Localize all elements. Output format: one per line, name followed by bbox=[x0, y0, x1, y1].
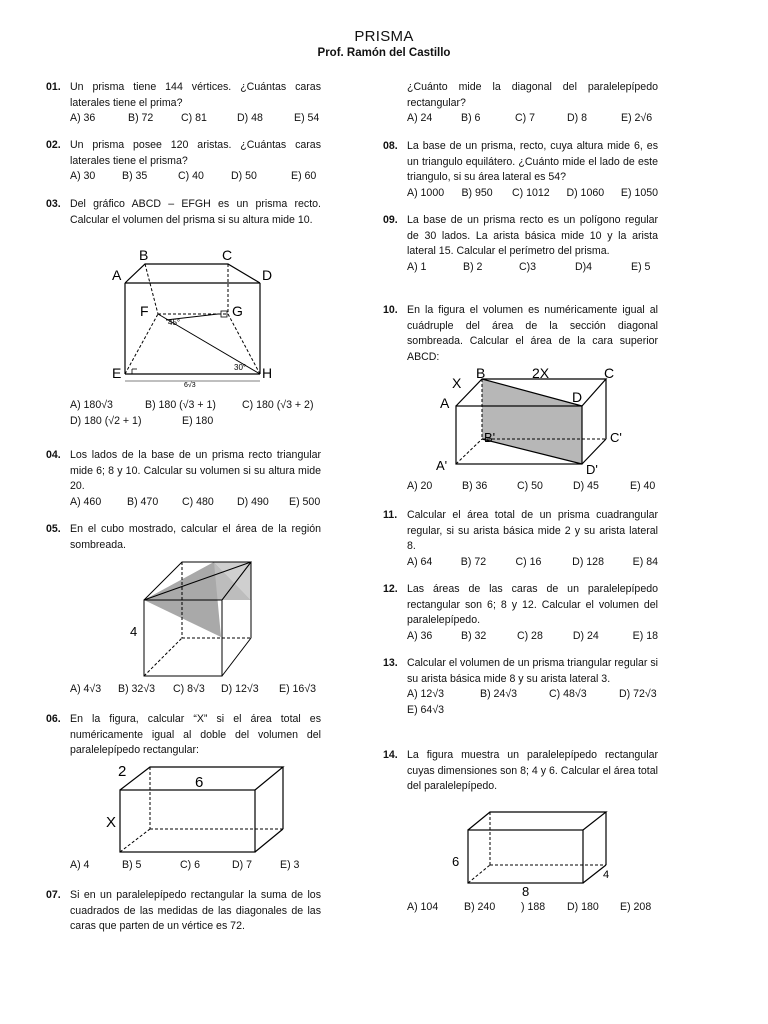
question-10 bbox=[383, 303, 658, 365]
option-c: C) 1012 bbox=[511, 186, 550, 199]
option-c: C) 28 bbox=[516, 629, 543, 642]
label-6: 6 bbox=[195, 774, 204, 791]
question-number: 01. bbox=[46, 81, 61, 93]
base-length: 6√3 bbox=[184, 382, 196, 389]
question-number: 05. bbox=[46, 523, 61, 535]
angle-30: 30° bbox=[234, 363, 247, 372]
question-08 bbox=[383, 139, 658, 201]
label-e: E bbox=[112, 365, 122, 381]
label-x: X bbox=[106, 814, 117, 831]
options bbox=[407, 186, 658, 202]
option-a: A) 36 bbox=[407, 629, 433, 642]
option-b: B) 72 bbox=[128, 112, 154, 124]
option-c: C) 480 bbox=[182, 495, 214, 508]
question-number: 07. bbox=[46, 889, 61, 901]
question-03 bbox=[46, 197, 321, 228]
label-a: A bbox=[440, 395, 450, 411]
option-d: D) 180 bbox=[567, 901, 599, 913]
label-a: A bbox=[112, 267, 122, 283]
option-e: E) 180 bbox=[182, 414, 214, 427]
option-c: C) 40 bbox=[178, 170, 204, 182]
option-d: D) 180 (√2 + 1) bbox=[70, 414, 142, 427]
width-label: 8 bbox=[522, 884, 530, 899]
question-number: 13. bbox=[383, 657, 398, 669]
question-text: Las áreas de las caras de un paralelepípedo rectangular son 6; 8 y 12. Calcular el volumen del paralelepípedo. bbox=[407, 583, 658, 626]
option-b: B) 470 bbox=[127, 495, 159, 508]
question-14-options bbox=[383, 900, 658, 916]
author: Prof. Ramón del Castillo bbox=[317, 47, 451, 59]
label-a-prime: A' bbox=[436, 458, 448, 473]
option-a: A) 180√3 bbox=[70, 399, 113, 411]
option-b: B) 180 (√3 + 1) bbox=[145, 399, 216, 411]
question-01 bbox=[46, 80, 321, 127]
option-b: B) 32√3 bbox=[118, 683, 156, 695]
option-d: D) 72√3 bbox=[619, 688, 657, 700]
options bbox=[70, 169, 321, 185]
option-c: C) 16 bbox=[515, 555, 542, 568]
option-a: A) 4 bbox=[70, 859, 90, 871]
option-a: A) 36 bbox=[70, 112, 96, 124]
question-number: 11. bbox=[383, 509, 398, 521]
option-b: B) 24√3 bbox=[480, 688, 518, 700]
option-a: A) 64 bbox=[407, 555, 433, 568]
question-12 bbox=[383, 582, 658, 644]
option-c: ) 188 bbox=[521, 901, 546, 913]
label-f: F bbox=[140, 303, 149, 319]
option-e: E) 40 bbox=[630, 480, 656, 492]
question-text: Un prisma tiene 144 vértices. ¿Cuántas caras laterales tiene el prima? bbox=[70, 81, 321, 109]
options bbox=[407, 555, 658, 571]
options bbox=[70, 111, 321, 127]
question-text: Un prisma posee 120 aristas. ¿Cuántas caras laterales tiene el prisma? bbox=[70, 139, 321, 167]
option-c: C) 6 bbox=[180, 859, 201, 871]
question-number: 10. bbox=[383, 304, 398, 316]
figure-parallelepiped-8-4-6 bbox=[448, 810, 628, 900]
option-a: A) 104 bbox=[407, 901, 439, 913]
option-d: D) 48 bbox=[237, 112, 263, 124]
options bbox=[407, 687, 658, 703]
option-e: E) 1050 bbox=[620, 186, 659, 199]
option-a: A) 460 bbox=[70, 495, 102, 508]
option-d: D) 1060 bbox=[566, 186, 605, 199]
label-2x: 2X bbox=[532, 365, 550, 381]
question-text: ¿Cuánto mide la diagonal del paralelepípedo rectangular? bbox=[407, 81, 658, 109]
label-c-prime: C' bbox=[610, 430, 622, 445]
option-c: C) 7 bbox=[515, 112, 536, 124]
question-text: En la figura, calcular “X” si el área total es numéricamente igual al doble del volumen del paralelepípedo rectangular: bbox=[70, 713, 321, 756]
question-text: Si en un paralelepípedo rectangular la suma de los cuadrados de las medidas de las diagonales de las caras que parten de un vértice es 72. bbox=[70, 889, 321, 932]
option-c: C)3 bbox=[519, 260, 537, 273]
option-b: B) 5 bbox=[122, 859, 142, 871]
question-05 bbox=[46, 522, 321, 553]
option-e: E) 208 bbox=[620, 901, 652, 913]
question-text: Calcular el volumen de un prisma triangular regular si su arista básica mide 8 y su arista lateral 3. bbox=[407, 657, 658, 685]
question-number: 06. bbox=[46, 713, 61, 725]
option-b: B) 2 bbox=[463, 260, 483, 273]
label-d: D bbox=[572, 389, 583, 405]
option-d: D) 45 bbox=[573, 480, 599, 492]
figure-parallelepiped-x bbox=[100, 762, 290, 857]
option-c: C) 48√3 bbox=[549, 688, 587, 700]
option-a: A) 24 bbox=[407, 112, 433, 124]
label-g: G bbox=[232, 303, 243, 319]
label-c: C bbox=[222, 247, 233, 263]
label-h: H bbox=[262, 365, 273, 381]
label-x: X bbox=[452, 375, 462, 391]
option-e: E) 3 bbox=[280, 859, 300, 871]
question-05-options bbox=[46, 682, 326, 698]
question-06-options bbox=[46, 858, 321, 874]
question-04 bbox=[46, 448, 321, 510]
option-e: E) 54 bbox=[294, 112, 320, 124]
page-title: PRISMA bbox=[354, 28, 414, 45]
figure-prism-abcd-efgh bbox=[108, 244, 288, 389]
option-d: D) 24 bbox=[572, 629, 599, 642]
option-d: D) 8 bbox=[567, 112, 588, 124]
question-number: 04. bbox=[46, 449, 61, 461]
option-e: E) 64√3 bbox=[407, 703, 445, 716]
option-e: E) 5 bbox=[631, 260, 651, 273]
options bbox=[407, 629, 658, 645]
question-13 bbox=[383, 656, 658, 718]
question-07 bbox=[46, 888, 321, 935]
question-number: 09. bbox=[383, 214, 398, 226]
option-e: E) 16√3 bbox=[279, 683, 317, 695]
question-09 bbox=[383, 213, 658, 275]
question-11 bbox=[383, 508, 658, 570]
option-e: E) 18 bbox=[632, 629, 658, 642]
question-text: La figura muestra un paralelepípedo rectangular cuyas dimensiones son 8; 4 y 6. Calcular el área total del paralelepípedo. bbox=[407, 749, 658, 792]
question-number: 02. bbox=[46, 139, 61, 151]
option-a: A) 30 bbox=[70, 170, 96, 182]
depth-label: 4 bbox=[603, 869, 610, 881]
option-e: E) 60 bbox=[291, 170, 317, 182]
question-03-options bbox=[46, 398, 321, 429]
option-e: E) 500 bbox=[289, 495, 321, 508]
question-07-continued bbox=[383, 80, 658, 127]
option-c: C) 81 bbox=[181, 112, 207, 124]
question-text: Del gráfico ABCD – EFGH es un prisma recto. Calcular el volumen del prisma si su altura mide 10. bbox=[70, 198, 321, 226]
option-b: B) 950 bbox=[461, 186, 493, 199]
question-text: La base de un prisma recto es un polígono regular de 30 lados. La arista básica mide 10 y la arista lateral 15. Calcular el perímetro del prisma. bbox=[407, 214, 658, 257]
figure-cube bbox=[126, 562, 276, 682]
option-c: C) 180 (√3 + 2) bbox=[242, 399, 314, 411]
option-a: A) 20 bbox=[407, 480, 433, 492]
question-text: Los lados de la base de un prisma recto triangular mide 6; 8 y 10. Calcular su volumen si su altura mide 20. bbox=[70, 449, 321, 492]
question-14 bbox=[383, 748, 658, 795]
question-number: 08. bbox=[383, 140, 398, 152]
question-number: 03. bbox=[46, 198, 61, 210]
question-text: La base de un prisma, recto, cuya altura mide 6, es un triangulo equilátero. ¿Cuánto mide el lado de este triangulo, si su área lateral es 54? bbox=[407, 140, 658, 183]
option-b: B) 72 bbox=[460, 555, 487, 568]
option-d: D) 490 bbox=[237, 495, 269, 508]
question-02 bbox=[46, 138, 321, 185]
label-c: C bbox=[604, 365, 615, 381]
option-d: D) 12√3 bbox=[221, 683, 259, 695]
option-c: C) 50 bbox=[517, 480, 543, 492]
option-b: B) 6 bbox=[461, 112, 481, 124]
label-b: B bbox=[139, 247, 149, 263]
option-b: B) 36 bbox=[462, 480, 488, 492]
label-b-prime: B' bbox=[484, 430, 496, 445]
option-e: E) 84 bbox=[632, 555, 658, 568]
options bbox=[407, 111, 658, 127]
options bbox=[407, 260, 658, 276]
question-10-options bbox=[383, 479, 658, 495]
option-b: B) 35 bbox=[122, 170, 148, 182]
label-d-prime: D' bbox=[586, 462, 598, 477]
question-text: En el cubo mostrado, calcular el área de la región sombreada. bbox=[70, 523, 321, 551]
angle-45: 45° bbox=[168, 318, 181, 327]
label-2: 2 bbox=[118, 763, 127, 780]
question-number: 12. bbox=[383, 583, 398, 595]
question-text: Calcular el área total de un prisma cuadrangular regular, si su arista básica mide 2 y su arista lateral 8. bbox=[407, 509, 658, 552]
option-a: A) 12√3 bbox=[407, 688, 445, 700]
option-a: A) 4√3 bbox=[70, 683, 102, 695]
label-d: D bbox=[262, 267, 273, 283]
height-label: 6 bbox=[452, 854, 460, 869]
option-c: C) 8√3 bbox=[173, 683, 205, 695]
option-e: E) 2√6 bbox=[621, 112, 653, 124]
option-b: B) 32 bbox=[461, 629, 487, 642]
option-d: D) 128 bbox=[572, 555, 604, 568]
option-d: D)4 bbox=[575, 260, 593, 273]
side-label: 4 bbox=[130, 624, 138, 639]
question-number: 14. bbox=[383, 749, 398, 761]
label-b: B bbox=[476, 365, 486, 381]
options bbox=[70, 495, 321, 511]
option-d: D) 7 bbox=[232, 859, 253, 871]
figure-prism-diagonal-section bbox=[434, 364, 634, 480]
option-a: A) 1000 bbox=[407, 186, 445, 199]
option-b: B) 240 bbox=[464, 901, 496, 913]
option-a: A) 1 bbox=[407, 260, 427, 273]
question-text: En la figura el volumen es numéricamente igual al cuádruple del área de la sección diagonal sombreada. Calcular el área de la cara superior ABCD: bbox=[407, 304, 658, 363]
question-06 bbox=[46, 712, 321, 759]
option-d: D) 50 bbox=[231, 170, 257, 182]
